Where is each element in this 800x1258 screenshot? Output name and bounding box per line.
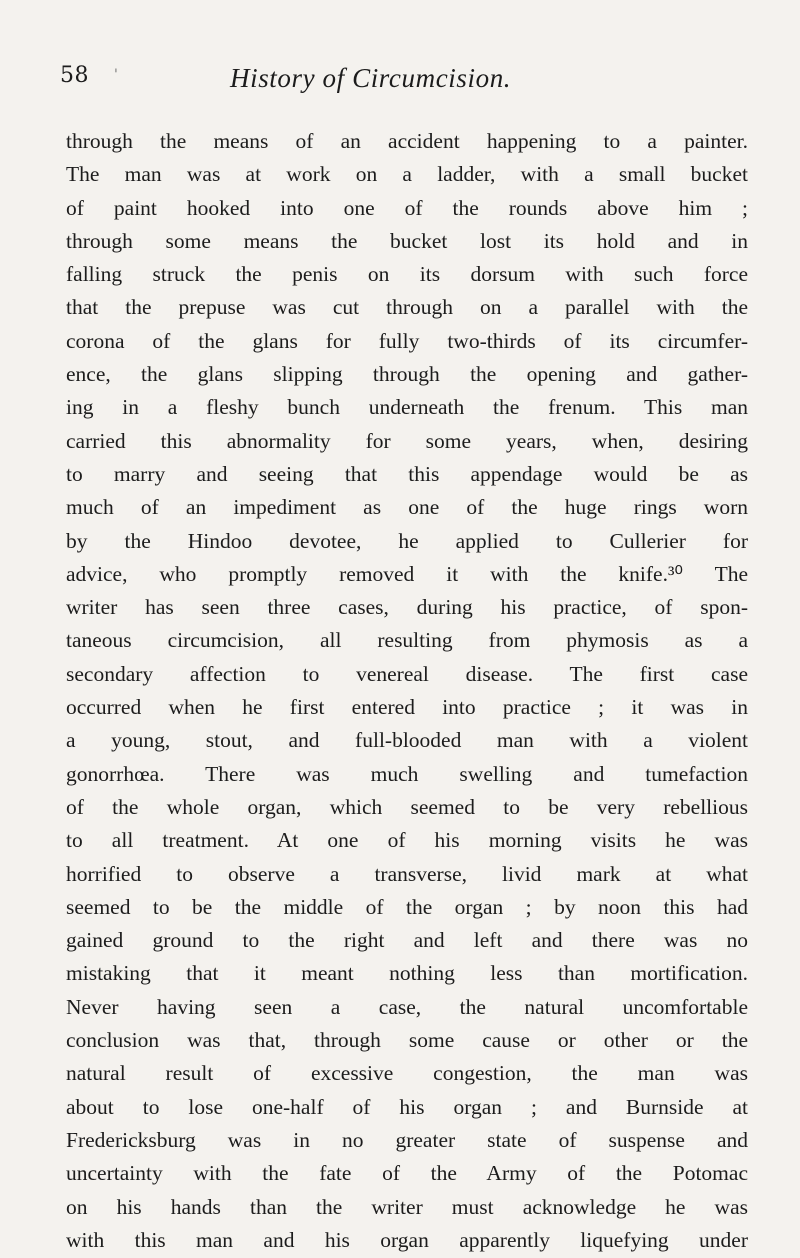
text-line: natural result of excessive congestion, the man was xyxy=(66,1061,748,1086)
text-line: Fredericksburg was in no greater state of suspense and xyxy=(66,1127,748,1152)
text-line: carried this abnormality for some years, when, desiring xyxy=(66,428,748,453)
text-line: ence, the glans slipping through the opening and gather- xyxy=(66,362,748,387)
page-header xyxy=(60,63,760,103)
text-line: occurred when he first entered into practice ; it was in xyxy=(66,695,748,720)
text-line: secondary affection to venereal disease. The first case xyxy=(66,661,748,686)
text-line: that the prepuse was cut through on a parallel with the xyxy=(66,295,748,320)
text-line: with this man and his organ apparently liquefying under xyxy=(66,1227,748,1252)
text-line: to marry and seeing that this appendage would be as xyxy=(66,461,748,486)
text-line: of paint hooked into one of the rounds above him ; xyxy=(66,195,748,220)
text-line: conclusion was that, through some cause or other or the xyxy=(66,1028,748,1053)
text-line: through some means the bucket lost its hold and in xyxy=(66,228,748,253)
text-line: ing in a fleshy bunch underneath the frenum. This man xyxy=(66,395,748,420)
text-line: a young, stout, and full-blooded man with a violent xyxy=(66,728,748,753)
text-line: taneous circumcision, all resulting from phymosis as a xyxy=(66,628,748,653)
text-line: of the whole organ, which seemed to be very rebellious xyxy=(66,794,748,819)
text-line: advice, who promptly removed it with the knife.³⁰ The xyxy=(66,561,748,586)
text-line: The man was at work on a ladder, with a small bucket xyxy=(66,162,748,187)
text-line: by the Hindoo devotee, he applied to Cullerier for xyxy=(66,528,748,553)
text-line: horrified to observe a transverse, livid mark at what xyxy=(66,861,748,886)
text-line: writer has seen three cases, during his practice, of spon- xyxy=(66,595,748,620)
text-line: to all treatment. At one of his morning visits he was xyxy=(66,828,748,853)
text-line: uncertainty with the fate of the Army of the Potomac xyxy=(66,1161,748,1186)
running-title: History of Circumcision. xyxy=(230,63,512,93)
text-line: about to lose one-half of his organ ; and Burnside at xyxy=(66,1094,748,1119)
text-line: gonorrhœa. There was much swelling and tumefaction xyxy=(66,761,748,786)
text-line: much of an impediment as one of the huge rings worn xyxy=(66,495,748,520)
page-tick-mark: ' xyxy=(114,67,118,83)
text-line: gained ground to the right and left and there was no xyxy=(66,928,748,953)
page-number: 58 xyxy=(60,63,89,88)
text-line: mistaking that it meant nothing less than mortification. xyxy=(66,961,748,986)
body-text xyxy=(66,125,748,1257)
text-line: corona of the glans for fully two-thirds of its circumfer- xyxy=(66,328,748,353)
text-line: on his hands than the writer must acknowledge he was xyxy=(66,1194,748,1219)
text-line: Never having seen a case, the natural uncomfortable xyxy=(66,994,748,1019)
text-line: through the means of an accident happening to a painter. xyxy=(66,129,748,153)
text-line: seemed to be the middle of the organ ; by noon this had xyxy=(66,894,748,919)
text-line: falling struck the penis on its dorsum with such force xyxy=(66,262,748,287)
